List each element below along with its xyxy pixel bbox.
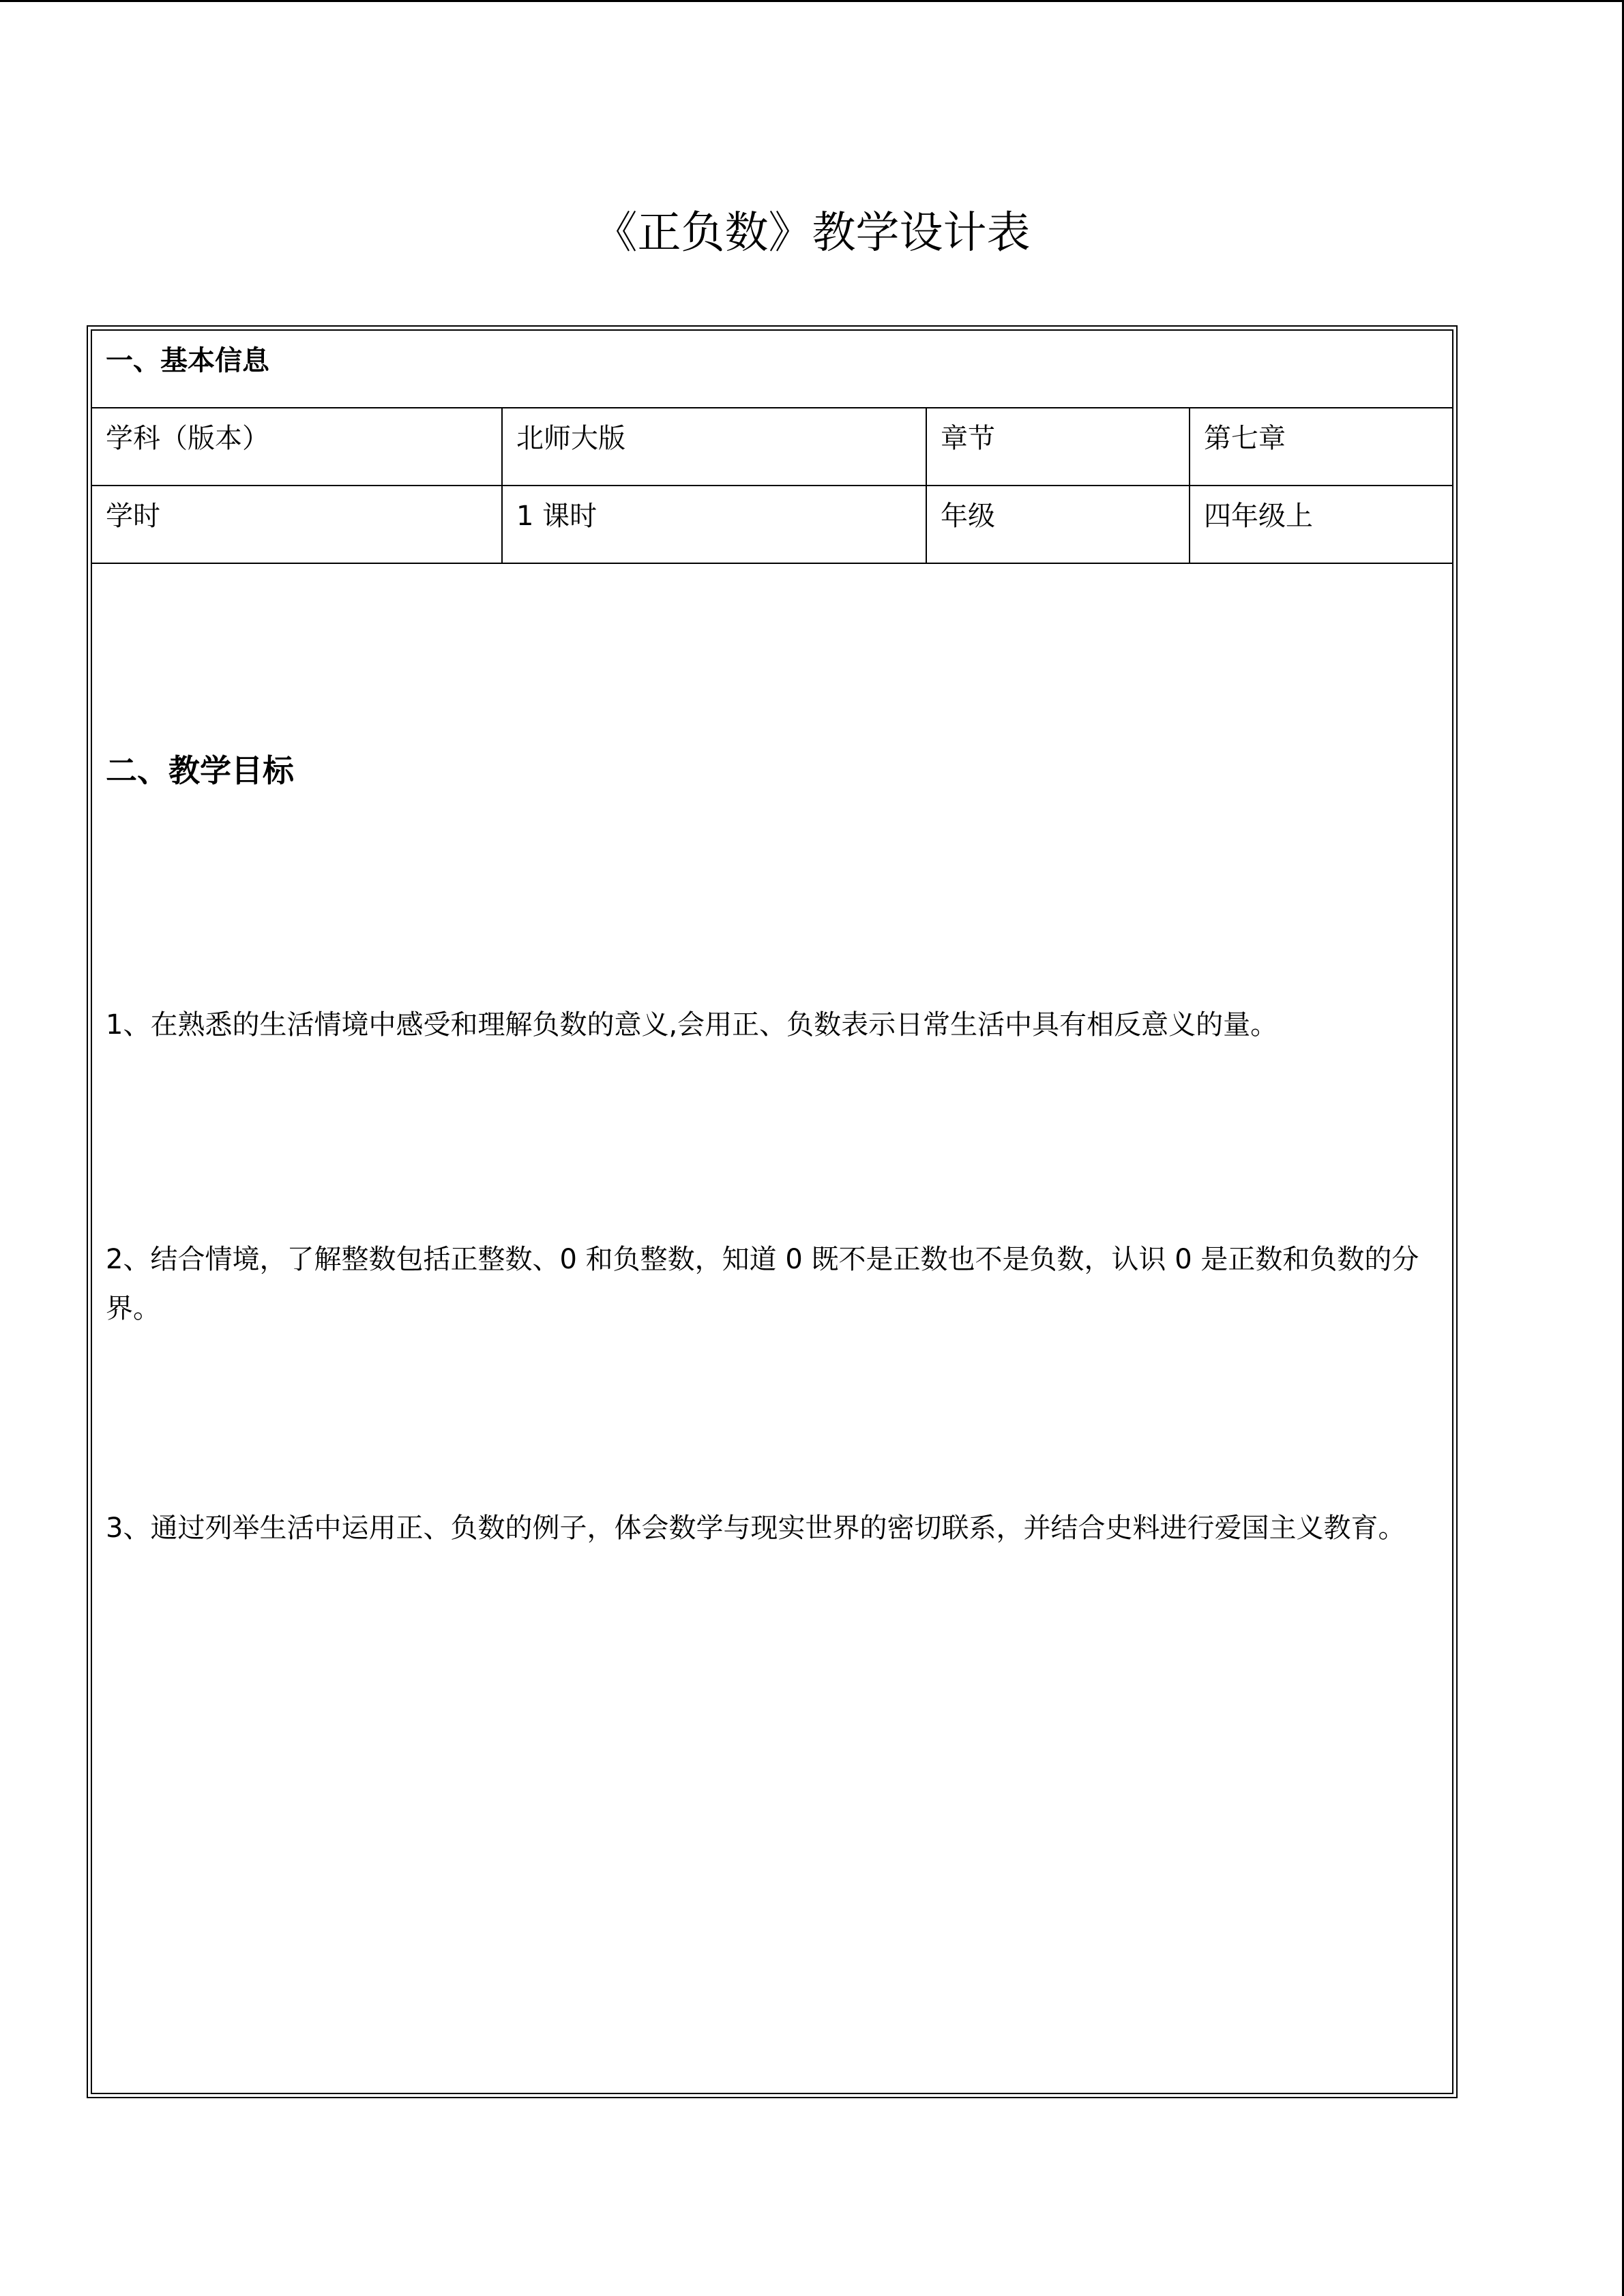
subject-value-cell: 北师大版 <box>503 408 927 485</box>
lesson-design-table <box>87 325 1458 2098</box>
page-top-border <box>0 0 1624 2</box>
objective-item: 1、在熟悉的生活情境中感受和理解负数的意义,会用正、负数表示日常生活中具有相反意义的量。 <box>106 1009 1278 1041</box>
teaching-objectives-heading: 二、教学目标 <box>106 752 294 789</box>
document-title: 《正负数》教学设计表 <box>593 208 1031 258</box>
basic-info-row <box>92 408 1452 486</box>
grade-label-cell: 年级 <box>927 486 1190 563</box>
chapter-value-cell: 第七章 <box>1204 423 1286 454</box>
objective-item: 2、结合情境，了解整数包括正整数、0 和负整数，知道 0 既不是正数也不是负数，认识 0 是正数和负数的分界。 <box>106 1244 1419 1324</box>
basic-info-header-row <box>92 331 1452 408</box>
basic-info-heading: 一、基本信息 <box>106 345 269 376</box>
class-hours-label-cell: 学时 <box>92 486 503 563</box>
teaching-objectives-section <box>92 564 1452 2093</box>
subject-label-cell: 学科（版本） <box>92 408 503 485</box>
objective-item: 3、通过列举生活中运用正、负数的例子，体会数学与现实世界的密切联系，并结合史料进行爱国主义教育。 <box>106 1512 1406 1544</box>
lesson-design-table-inner <box>91 329 1453 2094</box>
chapter-label-cell: 章节 <box>927 408 1190 485</box>
basic-info-row <box>92 486 1452 564</box>
grade-value-cell: 四年级上 <box>1204 501 1313 532</box>
class-hours-value-cell: 1 课时 <box>503 486 927 563</box>
